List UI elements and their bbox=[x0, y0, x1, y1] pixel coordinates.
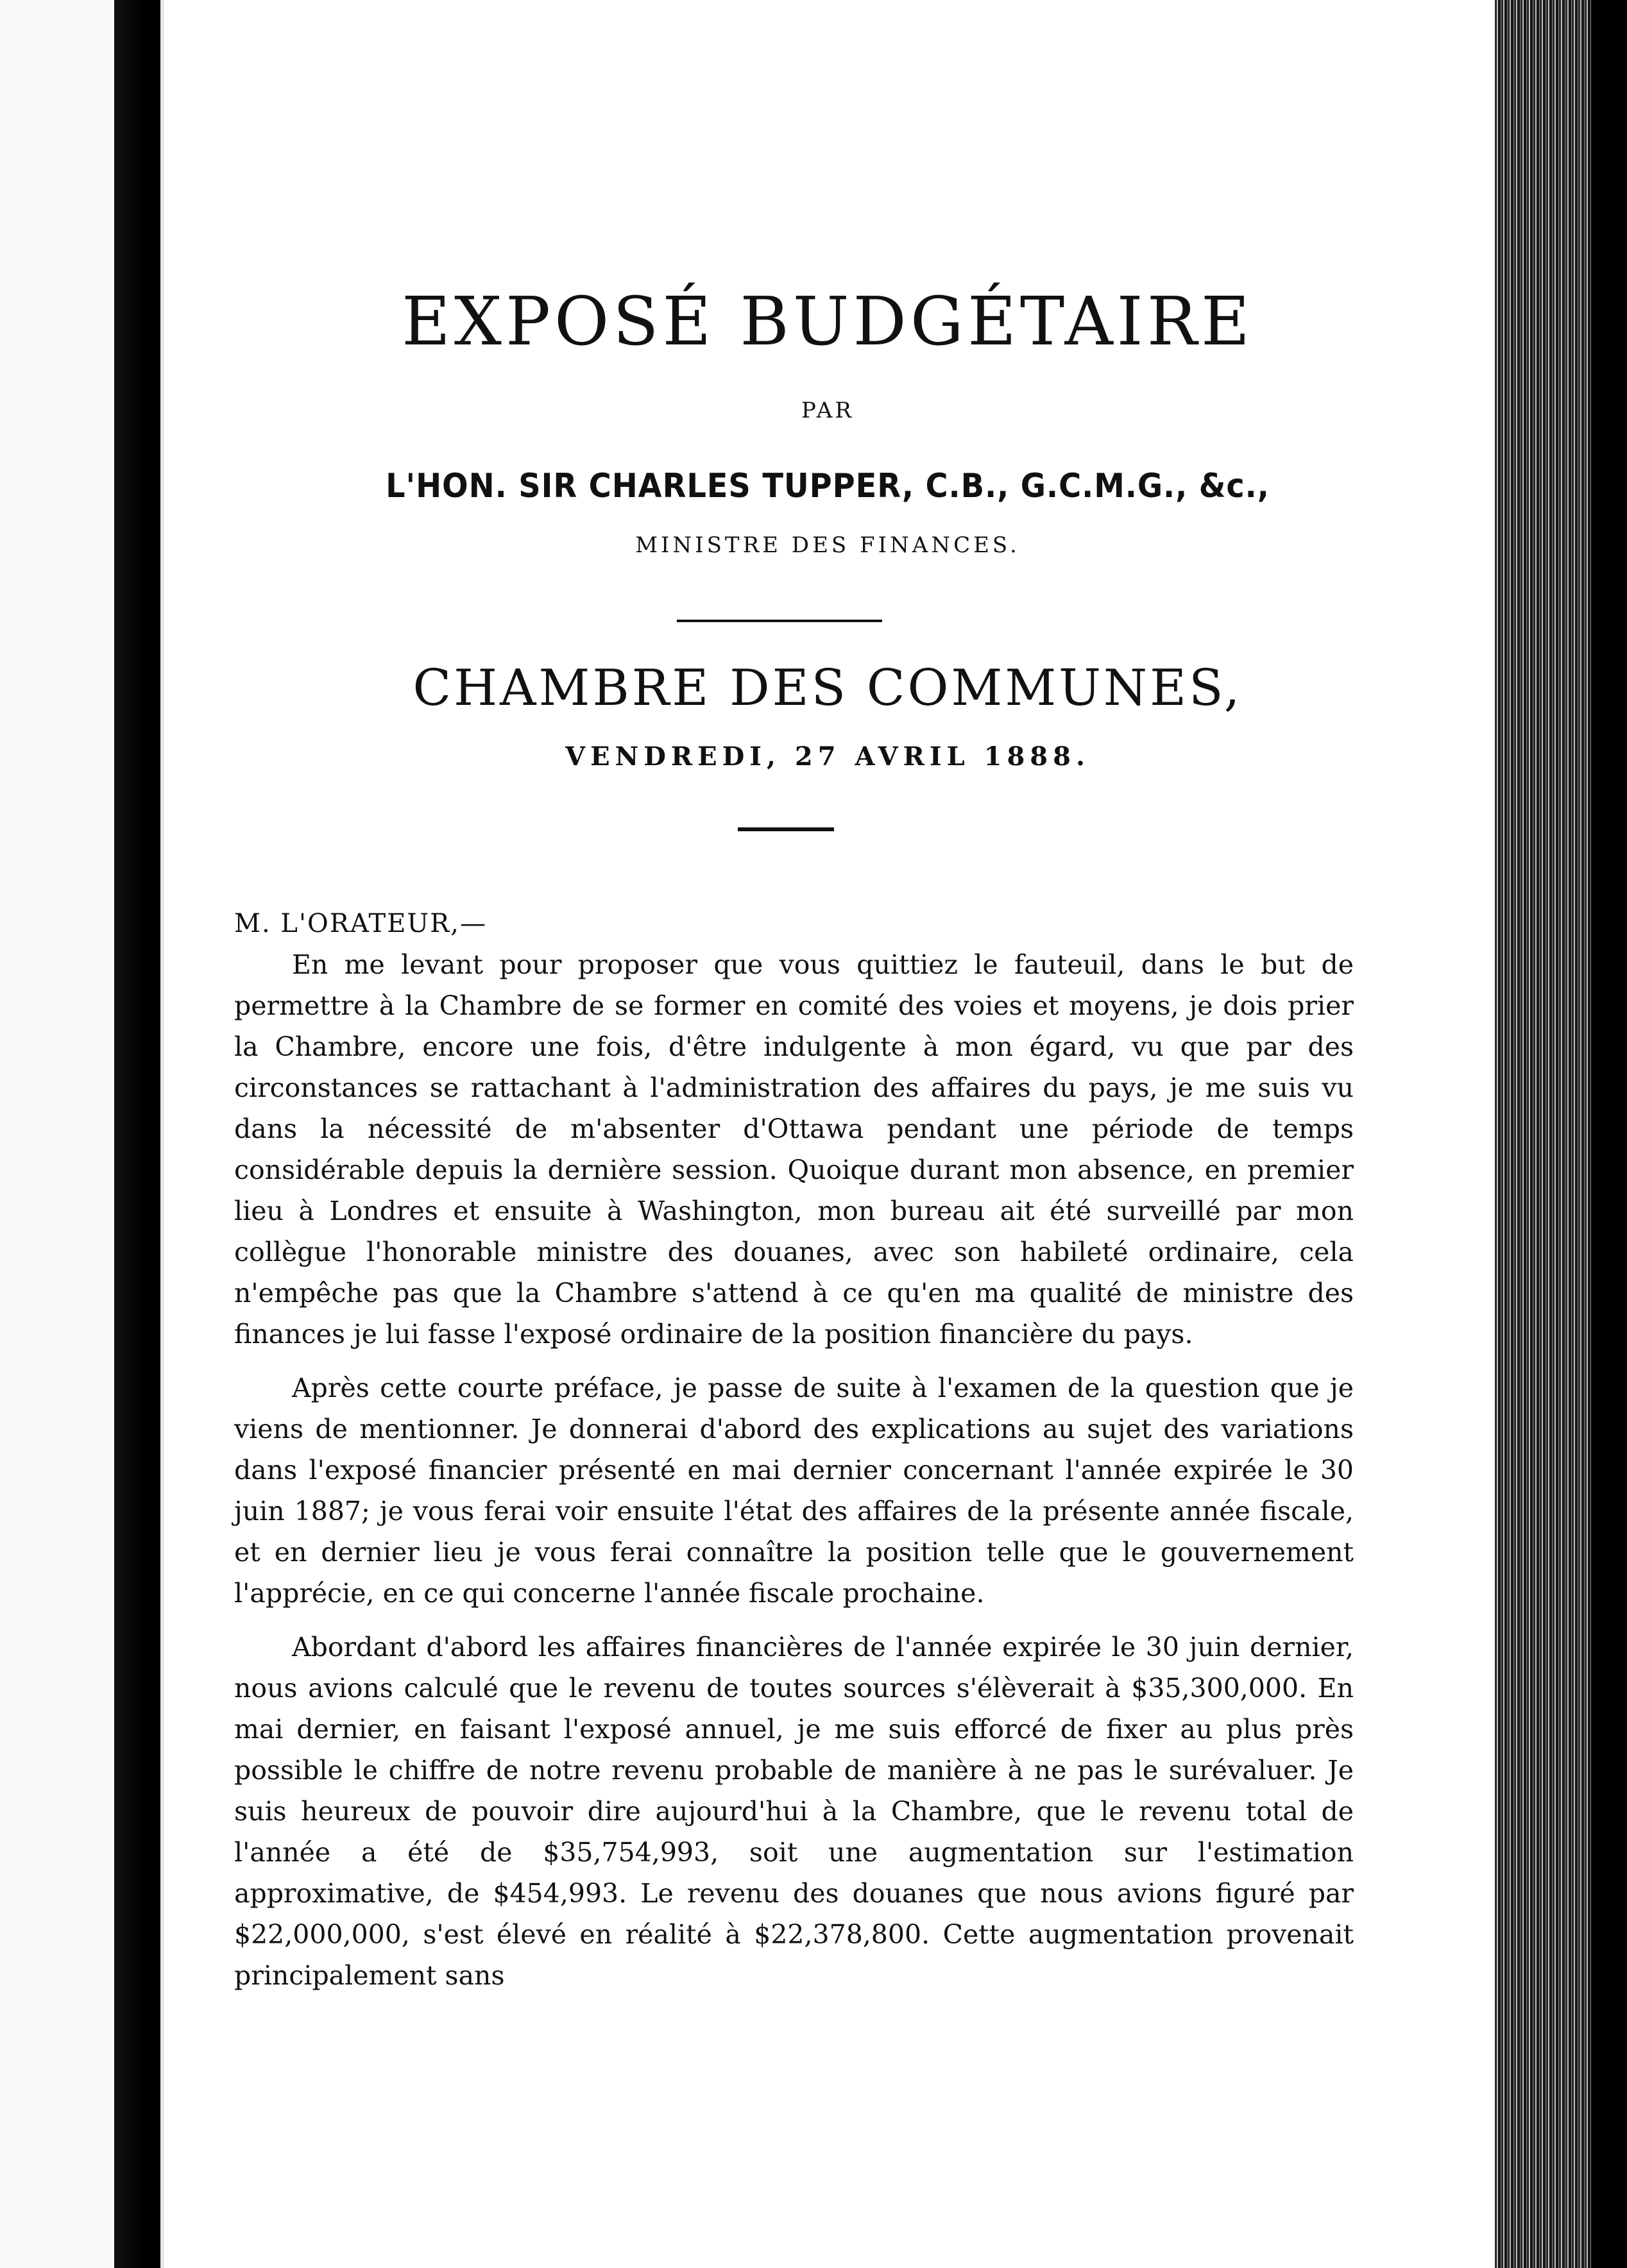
author-role: MINISTRE DES FINANCES. bbox=[635, 532, 1020, 558]
salutation: M. L'ORATEUR,— bbox=[234, 909, 487, 938]
by-line: PAR bbox=[801, 398, 854, 423]
paragraph-1: En me levant pour proposer que vous quittiez le fauteuil, dans le but de permettre à la Chambre de se former en comité des voies et moyens, je dois prier la Chambre, encore une fois, d'être indulgente à mon égard, vu que par des circonstances se rattachant à l'administration des affaires du pays, je me suis vu dans la nécessité de m'absenter d'Ottawa pendant une période de temps considérable depuis la dernière session. Quoique durant mon absence, en premier lieu à Londres et ensuite à Washington, mon bureau ait été surveillé par mon collègue l'honorable ministre des douanes, avec son habileté ordinaire, cela n'empêche pas que la Chambre s'attend à ce qu'en ma qualité de ministre des finances je lui fasse l'exposé ordinaire de la position financière du pays. bbox=[234, 949, 1354, 1350]
paragraph-2: Après cette courte préface, je passe de suite à l'examen de la question que je viens de mentionner. Je donnerai d'abord des explications au sujet des variations dans l'exposé financier présenté en mai dernier concernant l'année expirée le 30 juin 1887; je vous ferai voir ensuite l'état des affaires de la présente année fiscale, et en dernier lieu je vous ferai connaître la position telle que le gouvernement l'apprécie, en ce qui concerne l'année fiscale prochaine. bbox=[234, 1373, 1354, 1609]
author-name: L'HON. SIR CHARLES TUPPER, C.B., G.C.M.G., &c., bbox=[386, 467, 1270, 505]
book-spine-shadow bbox=[114, 0, 160, 2268]
page-edges-shadow bbox=[1591, 0, 1627, 2268]
previous-page-edge bbox=[0, 0, 114, 2268]
body-text bbox=[234, 903, 1354, 2009]
short-divider-rule bbox=[738, 827, 834, 831]
dateline: VENDREDI, 27 AVRIL 1888. bbox=[565, 741, 1090, 772]
document-title: EXPOSÉ BUDGÉTAIRE bbox=[402, 282, 1254, 360]
paragraph-3: Abordant d'abord les affaires financières de l'année expirée le 30 juin dernier, nous avions calculé que le revenu de toutes sources s'élèverait à $35,300,000. En mai dernier, en faisant l'exposé annuel, je me suis efforcé de fixer au plus près possible le chiffre de notre revenu probable de manière à ne pas le surévaluer. Je suis heureux de pouvoir dire aujourd'hui à la Chambre, que le revenu total de l'année a été de $35,754,993, soit une augmentation sur l'estimation approximative, de $454,993. Le revenu des douanes que nous avions figuré par $22,000,000, s'est élevé en réalité à $22,378,800. Cette augmentation provenait principalement sans bbox=[234, 1632, 1354, 1991]
chamber-heading: CHAMBRE DES COMMUNES, bbox=[413, 659, 1243, 717]
divider-rule bbox=[677, 620, 882, 622]
